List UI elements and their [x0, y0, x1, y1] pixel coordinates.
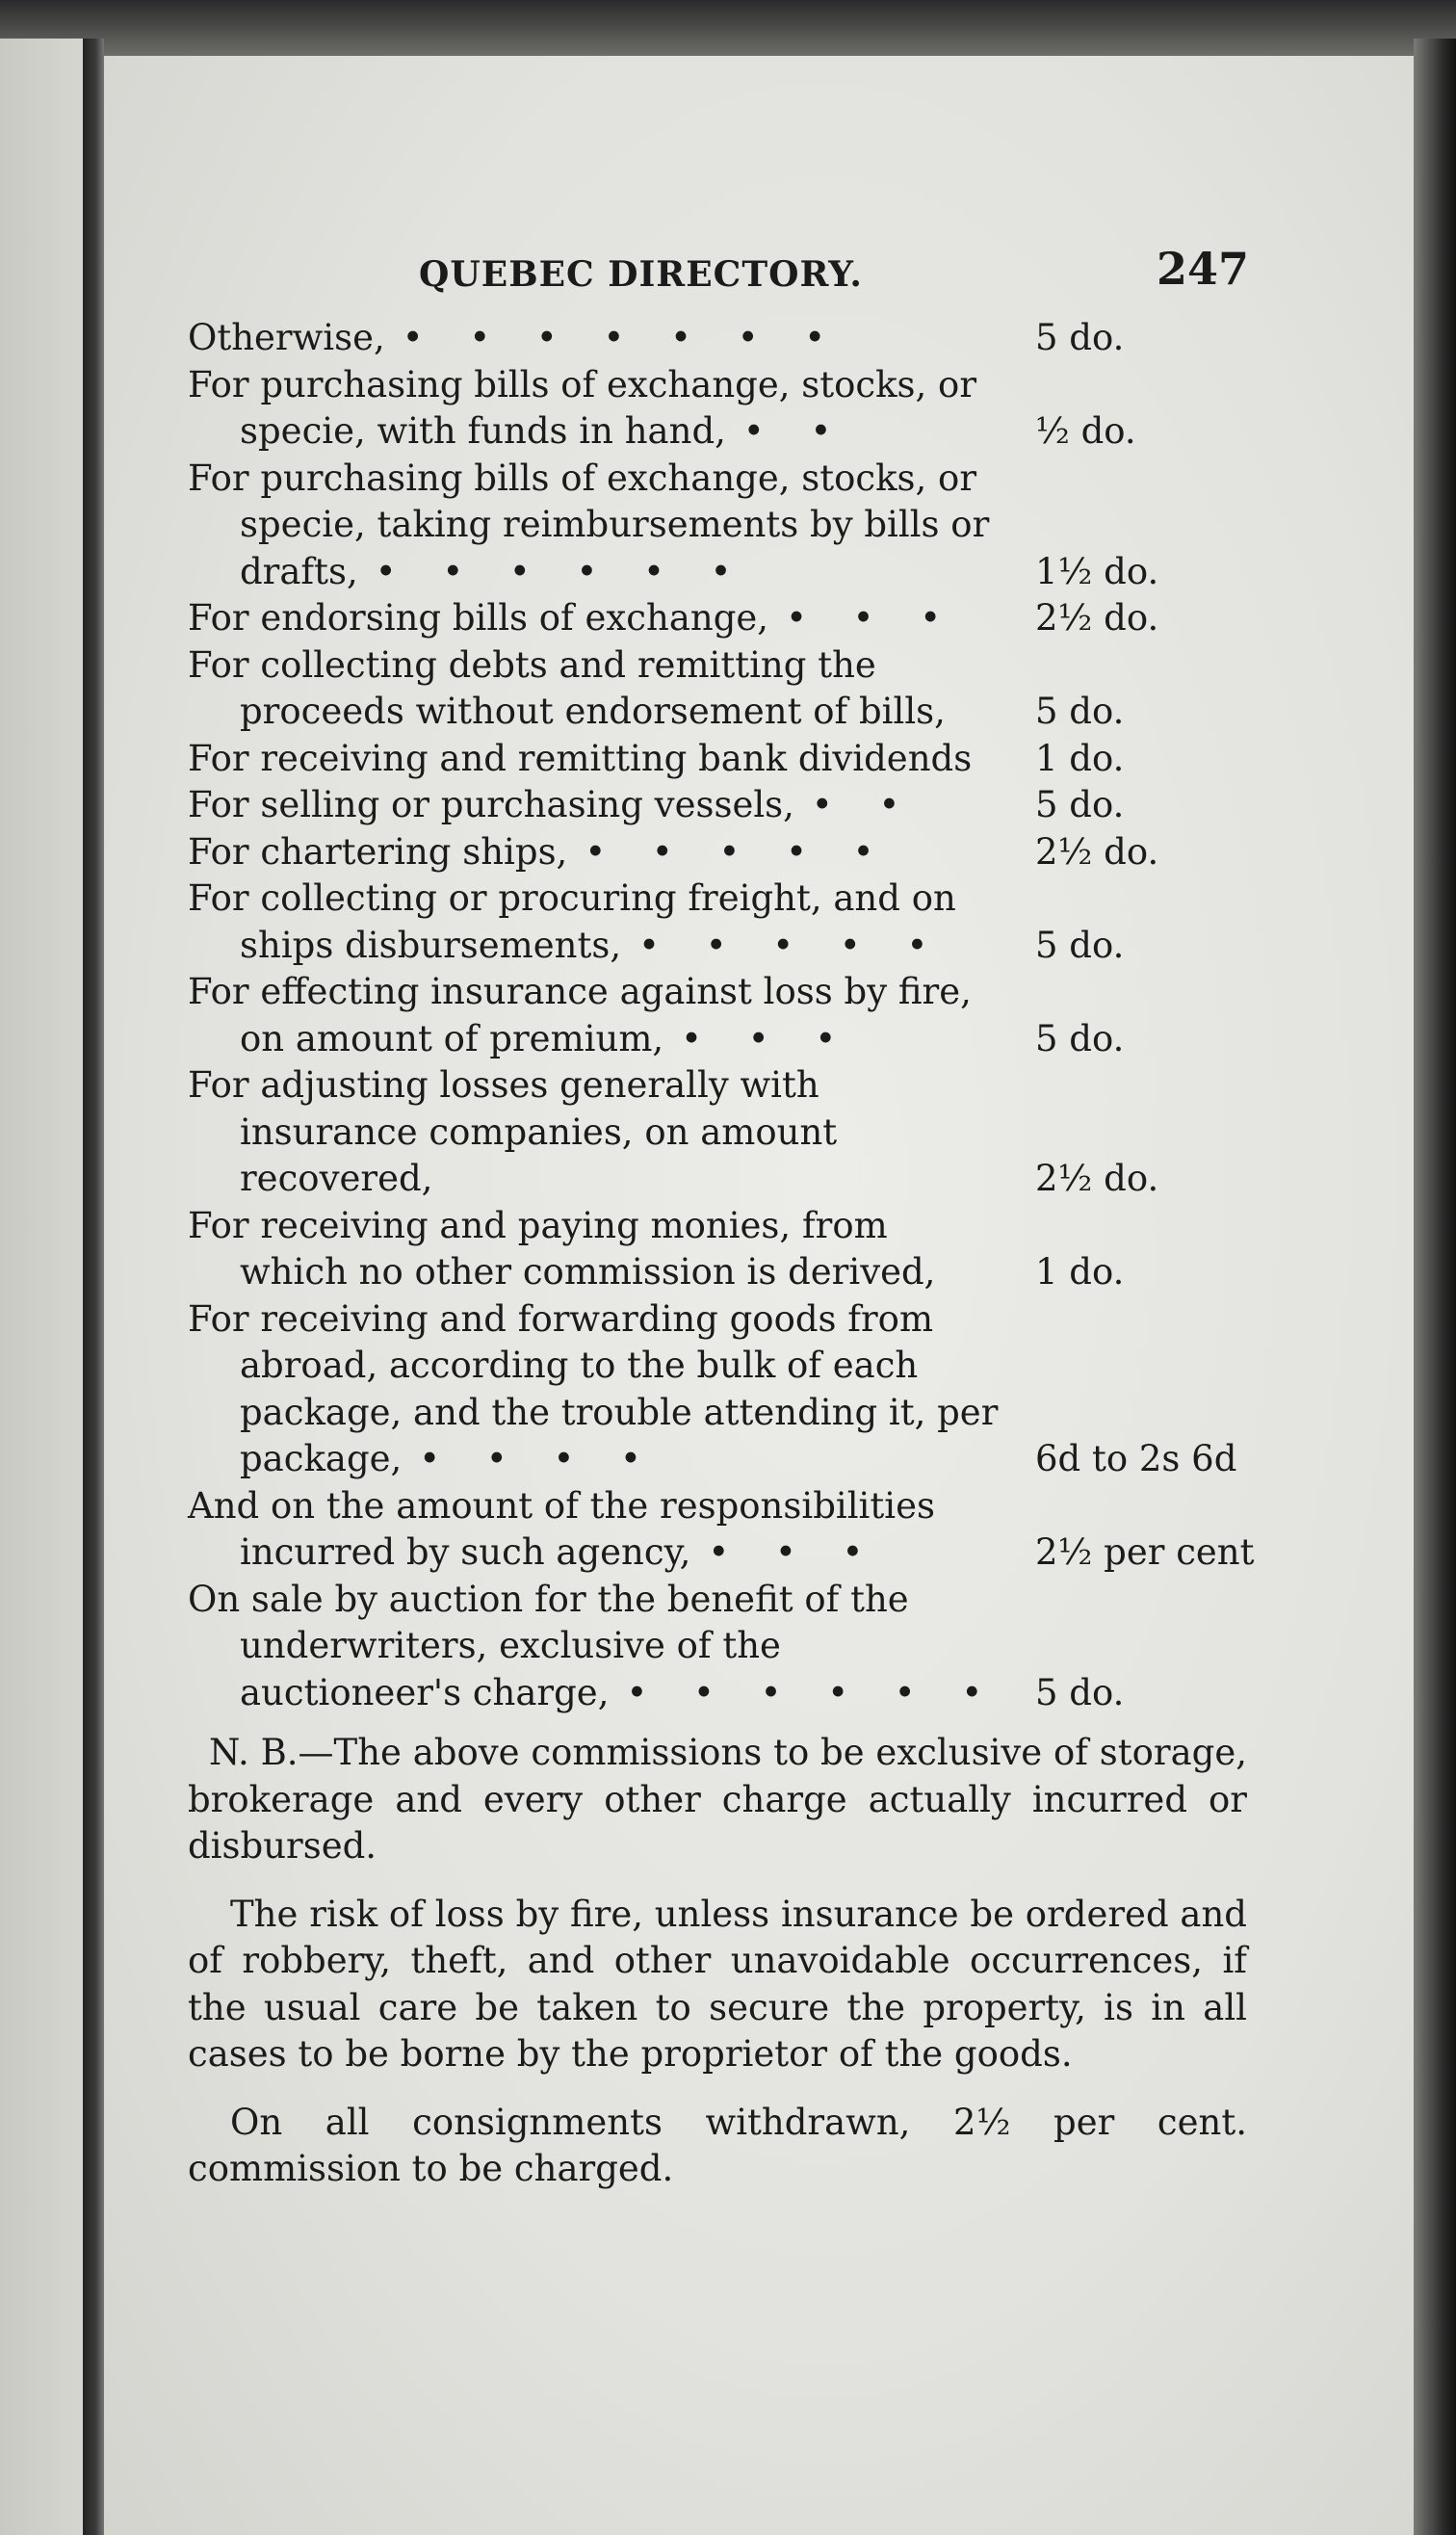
entry-description: For collecting or procuring freight, and on ships disbursements, — [188, 877, 956, 966]
entry-description: For adjusting losses generally with insurance companies, on amount recovered, — [188, 1064, 838, 1199]
entry-description: For collecting debts and remitting the proceeds without endorsement of bills, — [188, 643, 946, 732]
commission-entry — [188, 1577, 1247, 1717]
entry-description: For effecting insurance against loss by fire, on amount of premium, — [188, 971, 972, 1059]
entry-description: Otherwise, — [188, 317, 385, 358]
entry-rate: 5 do. — [1035, 784, 1125, 825]
page-content — [188, 243, 1255, 2214]
running-head: QUEBEC DIRECTORY. — [419, 254, 863, 295]
entry-rate: 6d to 2s 6d — [1035, 1438, 1237, 1479]
entry-rate: 5 do. — [1035, 924, 1125, 966]
commission-entry — [188, 1483, 1255, 1577]
commission-entry — [188, 595, 1247, 642]
notes-section — [188, 1730, 1247, 2193]
entry-description: For receiving and paying monies, from which no other commission is derived, — [188, 1204, 936, 1293]
entry-rate: 5 do. — [1035, 691, 1125, 732]
leader-dots: • • • • — [419, 1438, 659, 1479]
entry-rate: 5 do. — [1035, 317, 1125, 358]
right-edge-shadow — [1414, 39, 1456, 2535]
commission-entry — [188, 315, 1247, 362]
note-paragraph: The risk of loss by fire, unless insurance be ordered and of robbery, theft, and other unavoidable occurrences, if the usual care be taken to secure the property, is in all cases to be borne by the proprietor of the goods. — [188, 1893, 1247, 2075]
commission-entry — [188, 1203, 1247, 1296]
commission-entry — [188, 829, 1247, 876]
leader-dots: • • • • • • — [626, 1671, 1001, 1713]
entry-rate: 2½ per cent — [1035, 1531, 1255, 1573]
commission-entry — [188, 362, 1247, 456]
leader-dots: • • • — [681, 1017, 854, 1059]
entry-description: On sale by auction for the benefit of the underwriters, exclusive of the auctioneer's charge, — [188, 1578, 909, 1713]
entry-description: For endorsing bills of exchange, — [188, 597, 769, 639]
leader-dots: • • • • • — [585, 830, 892, 873]
entry-rate: 1½ do. — [1035, 550, 1159, 592]
leader-dots: • • — [742, 410, 849, 452]
note-paragraph: N. B.—The above commissions to be exclusive of storage, brokerage and every other charge actually incurred or disbursed. — [188, 1732, 1247, 1867]
entry-rate: 1 do. — [1035, 737, 1125, 779]
entry-description: For purchasing bills of exchange, stocks, or specie, with funds in hand, — [188, 363, 977, 452]
leader-dots: • • • • • — [638, 924, 946, 966]
entry-description: For chartering ships, — [188, 830, 568, 873]
entry-description: And on the amount of the responsibilities incurred by such agency, — [188, 1484, 935, 1573]
commission-entry — [188, 642, 1247, 736]
leader-dots: • • • • • • • — [402, 317, 844, 358]
commission-entry — [188, 782, 1247, 829]
commission-entry — [188, 1062, 1247, 1203]
entry-description: For selling or purchasing vessels, — [188, 784, 794, 825]
entry-description: For purchasing bills of exchange, stocks, or specie, taking reimbursements by bills or drafts, — [188, 457, 990, 592]
entry-rate: 1 do. — [1035, 1251, 1125, 1293]
commission-entry — [188, 456, 1247, 596]
leader-dots: • • • — [708, 1531, 881, 1573]
note-paragraph: On all consignments withdrawn, 2½ per cent. commission to be charged. — [188, 2101, 1247, 2189]
top-edge-shadow — [0, 0, 1456, 58]
entry-description: For receiving and remitting bank dividends — [188, 737, 973, 779]
entry-rate: 2½ do. — [1035, 1158, 1159, 1199]
commission-entry — [188, 875, 1247, 969]
commission-entry — [188, 736, 1247, 783]
leader-dots: • • — [811, 784, 918, 825]
commission-entry — [188, 969, 1247, 1062]
facing-page-edge — [0, 39, 83, 2535]
entry-description: For receiving and forwarding goods from abroad, according to the bulk of each package, and the trouble attending it, per package, — [188, 1297, 999, 1479]
entry-rate: 5 do. — [1035, 1017, 1125, 1059]
entry-rate: 5 do. — [1035, 1671, 1125, 1713]
commission-list — [188, 315, 1255, 1716]
commission-entry — [188, 1296, 1247, 1483]
leader-dots: • • • • • • — [375, 550, 749, 592]
leader-dots: • • • — [786, 597, 959, 639]
book-gutter — [83, 39, 104, 2535]
entry-rate: ½ do. — [1035, 410, 1136, 452]
page-header — [188, 243, 1249, 305]
entry-rate: 2½ do. — [1035, 597, 1159, 639]
page-number: 247 — [1156, 243, 1249, 295]
entry-rate: 2½ do. — [1035, 830, 1159, 873]
